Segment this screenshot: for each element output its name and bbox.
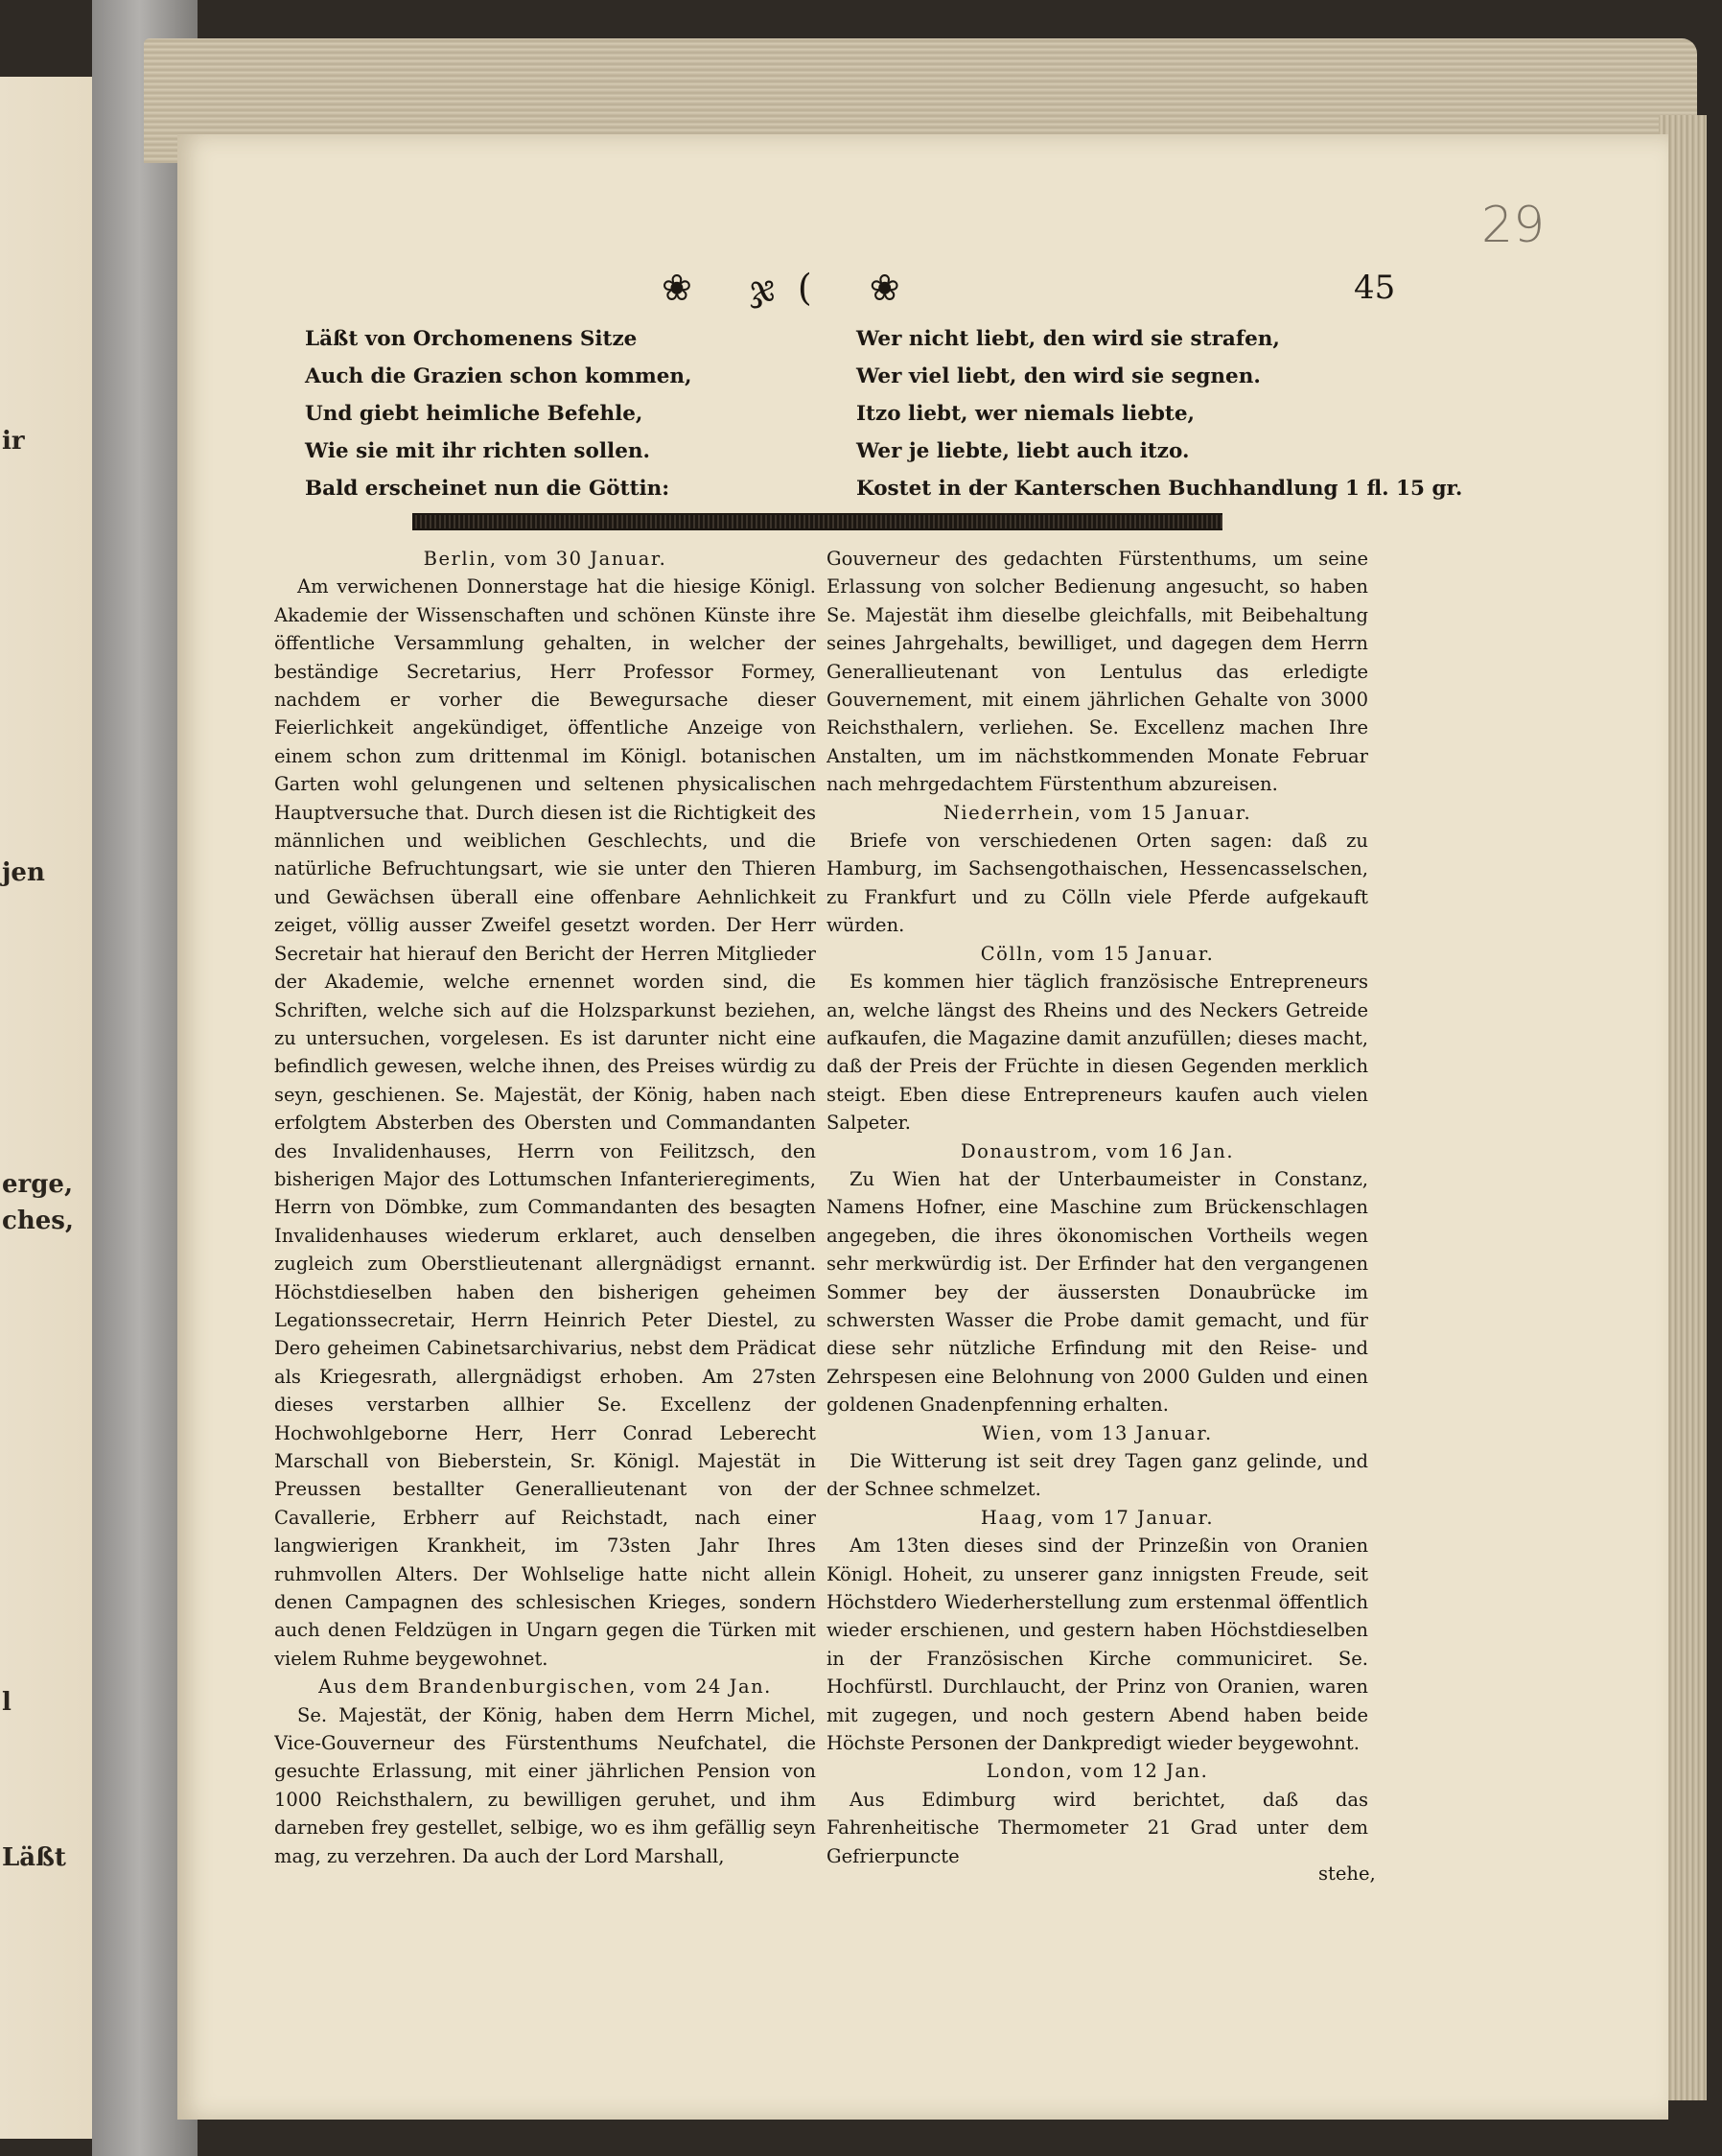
news-paragraph: Es kommen hier täglich französische Entrepreneurs an, welche längst des Rheins und des Neckers Getreide aufkaufen, die Magazine damit anzufüllen; dieses macht, daß der Preis der Früchte in diesen Gegenden merklich steigt. Eben diese Entrepreneurs kaufen auch vielen Salpeter.: [826, 971, 1368, 1135]
poem-line: Wie sie mit ihr richten sollen.: [305, 439, 650, 463]
left-page-fragment: Läßt: [2, 1843, 66, 1872]
pencil-folio-number: 29: [1481, 197, 1546, 254]
poem-line: Wer viel liebt, den wird sie segnen.: [856, 364, 1261, 388]
header-ornament: ❀ ჯ( ❀: [662, 267, 923, 309]
price-note: Kostet in der Kanterschen Buchhandlung 1 fl. 15 gr.: [856, 477, 1463, 501]
poem-line: Itzo liebt, wer niemals liebte,: [856, 402, 1196, 426]
dateline-heading: Haag, vom 17 Januar.: [980, 1506, 1215, 1529]
poem-line: Läßt von Orchomenens Sitze: [305, 327, 638, 351]
news-paragraph: Zu Wien hat der Unterbaumeister in Constanz, Namens Hofner, eine Maschine zum Brückenschlagen angegeben, die ihres ökonomischen Vortheils wegen sehr merkwürdig ist. Der Erfinder hat den vergangenen Sommer bey der äussersten Donaubrücke im schwersten Wasser die Probe damit gemacht, und für diese sehr nützliche Erfindung mit den Reise- und Zehrspesen eine Belohnung von 2000 Gulden und einen goldenen Gnadenpfenning erhalten.: [826, 1167, 1368, 1417]
section-divider-rule: [412, 513, 1222, 530]
news-column-left: [274, 545, 816, 1868]
news-paragraph: Se. Majestät, der König, haben dem Herrn Michel, Vice-Gouverneur des Fürstenthums Neufchatel, die gesuchte Erlassung, mit einer jährlichen Pension von 1000 Reichsthalern, zu bewilligen geruhet, und ihm darneben frey gestellet, selbige, wo es ihm gefällig seyn mag, zu verzehren. Da auch der Lord Marshall,: [274, 1703, 816, 1867]
news-paragraph: Aus Edimburg wird berichtet, daß das Fahrenheitische Thermometer 21 Grad unter dem Gefrierpuncte: [826, 1788, 1368, 1867]
news-paragraph: Briefe von verschiedenen Orten sagen: daß zu Hamburg, im Sachsengothaischen, Hessencasselschen, zu Frankfurt und zu Cölln viele Pferde aufgekauft würden.: [826, 830, 1368, 937]
left-page-fragment: ches,: [2, 1207, 74, 1235]
news-paragraph: Gouverneur des gedachten Fürstenthums, um seine Erlassung von solcher Bedienung angesucht, so haben Se. Majestät ihm dieselbe gleichfalls, mit Beibehaltung seines Jahrgehalts, bewilliget, und dagegen dem Herrn Generallieutenant von Lentulus das erledigte Gouvernement, mit einem jährlichen Gehalte von 3000 Reichsthalern, verliehen. Se. Excellenz machen Ihre Anstalten, um im nächstkommenden Monate Februar nach mehrgedachtem Fürstenthum abzureisen.: [826, 548, 1368, 796]
dateline-heading: Niederrhein, vom 15 Januar.: [942, 801, 1252, 824]
catchword: stehe,: [1318, 1863, 1376, 1885]
left-page-fragment: erge,: [2, 1170, 74, 1199]
poem-line: Auch die Grazien schon kommen,: [305, 364, 692, 388]
news-paragraph: Am 13ten dieses sind der Prinzeßin von Oranien Königl. Hoheit, zu unserer ganz innigsten Freude, seit Höchstdero Wiederherstellung zum erstenmal öffentlich wieder erschienen, und gestern haben Höchstdieselben in der Französischen Kirche communiciret. Se. Hochfürstl. Durchlaucht, der Prinz von Oranien, waren mit zugegen, und noch gestern Abend haben beide Höchste Personen der Dankpredigt wieder beygewohnt.: [826, 1535, 1368, 1755]
poem-left-column: [305, 320, 692, 507]
page-number: 45: [1354, 269, 1396, 307]
dateline-heading: Aus dem Brandenburgischen, vom 24 Jan.: [318, 1676, 772, 1699]
poem-line: Bald erscheinet nun die Göttin:: [305, 477, 670, 501]
poem-line: Und giebt heimliche Befehle,: [305, 402, 643, 426]
left-page-fragment: jen: [2, 858, 45, 887]
dateline-heading: Donaustrom, vom 16 Jan.: [960, 1139, 1235, 1162]
news-paragraph: Die Witterung ist seit drey Tagen ganz gelinde, und der Schnee schmelzet.: [826, 1450, 1368, 1501]
dateline-heading: Berlin, vom 30 Januar.: [423, 548, 667, 570]
dateline-heading: Wien, vom 13 Januar.: [982, 1421, 1213, 1444]
poem-line: Wer je liebte, liebt auch itzo.: [856, 439, 1190, 463]
dateline-heading: London, vom 12 Jan.: [986, 1760, 1209, 1783]
left-page-fragment: l: [2, 1688, 12, 1717]
dateline-heading: Cölln, vom 15 Januar.: [980, 942, 1215, 965]
poem-right-column: [856, 320, 1462, 507]
left-page-fragment: ir: [2, 427, 25, 456]
news-column-right: [826, 545, 1368, 1868]
poem-line: Wer nicht liebt, den wird sie strafen,: [856, 327, 1280, 351]
news-paragraph: Am verwichenen Donnerstage hat die hiesige Königl. Akademie der Wissenschaften und schönen Künste ihre öffentliche Versammlung gehalten, in welcher der beständige Secretarius, Herr Professor Formey, nachdem er vorher die Bewegursache dieser Feierlichkeit angekündiget, öffentliche Anzeige von einem schon zum drittenmal im Königl. botanischen Garten wohl gelungenen und seltenen physicalischen Hauptversuche that. Durch diesen ist die Richtigkeit des männlichen und weiblichen Geschlechts, und die natürliche Befruchtungsart, wie sie unter den Thieren und Gewächsen überall eine offenbare Aehnlichkeit zeiget, völlig ausser Zweifel gesetzt worden. Der Herr Secretair hat hierauf den Bericht der Herren Mitglieder der Akademie, welche ernennet worden sind, die Schriften, welche sich auf die Holzsparkunst beziehen, zu untersuchen, vorgelesen. Es ist darunter nicht eine befindlich gewesen, welche ihnen, des Preises würdig zu seyn, geschienen. Se. Majestät, der König, haben nach erfolgtem Absterben des Obersten und Commandanten des Invalidenhauses, Herrn von Feilitzsch, den bisherigen Major des Lottumschen Infanterieregiments, Herrn von Dömbke, zum Commandanten des besagten Invalidenhauses wiederum erklaret, auch denselben zugleich zum Oberstlieutenant allergnädigst ernannt. Höchstdieselben haben den bisherigen geheimen Legationssecretair, Herrn Heinrich Peter Diestel, zu Dero geheimen Cabinetsarchivarius, nebst dem Prädicat als Kriegesrath, allergnädigst erhoben. Am 27sten dieses verstarben allhier Se. Excellenz der Hochwohlgeborne Herr, Herr Conrad Leberecht Marschall von Bieberstein, Sr. Königl. Majestät in Preussen bestallter Generallieutenant von der Cavallerie, Erbherr auf Reichstadt, nach einer langwierigen Krankheit, im 73sten Jahr Ihres ruhmvollen Alters. Der Wohlselige hatte nicht allein denen Campagnen des schlesischen Krieges, sondern auch denen Feldzügen in Ungarn gegen die Türken mit vielem Ruhme beygewohnet.: [274, 575, 816, 1670]
